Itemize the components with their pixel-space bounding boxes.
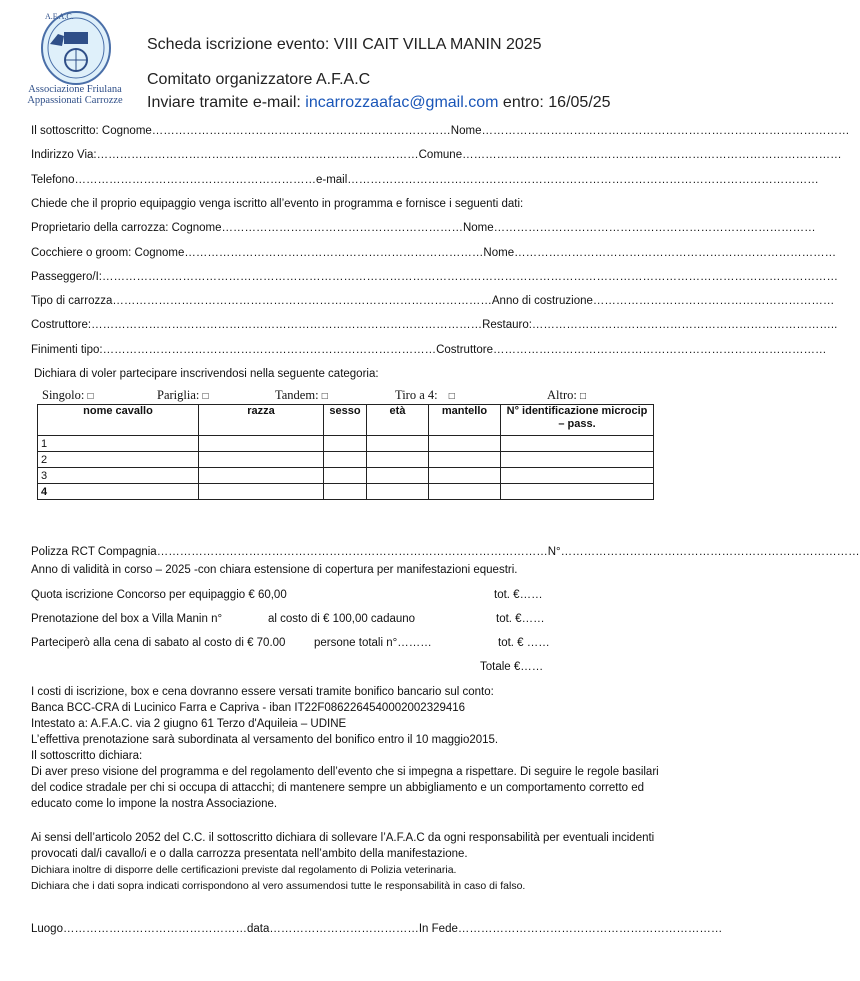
payment-holder: Intestato a: A.F.A.C. via 2 giugno 61 Terzo d'Aquileia – UDINE bbox=[31, 718, 347, 730]
tipo-carrozza-line[interactable]: Tipo di carrozza………………………………………………………………………………………Anno di costruzione……………………………………………………… bbox=[31, 295, 835, 307]
table-cell[interactable] bbox=[367, 468, 429, 484]
cena-label: Parteciperò alla cena di sabato al costo di € 70.00 bbox=[31, 637, 286, 649]
column-header: sesso bbox=[324, 405, 367, 436]
table-cell[interactable] bbox=[429, 484, 501, 500]
table-cell[interactable] bbox=[199, 436, 324, 452]
table-cell[interactable] bbox=[367, 452, 429, 468]
row-number[interactable]: 1 bbox=[38, 436, 199, 452]
truth-declaration: Dichiara che i dati sopra indicati corrispondono al vero assumendosi tutte le responsabilità in caso di falso. bbox=[31, 880, 526, 892]
declaration-heading: Il sottoscritto dichiara: bbox=[31, 750, 143, 762]
cena-persone[interactable]: persone totali n°……… bbox=[314, 637, 432, 649]
logo-line-1: Associazione Friulana bbox=[28, 84, 122, 95]
table-cell[interactable] bbox=[324, 484, 367, 500]
validita-text: Anno di validità in corso – 2025 -con chiara estensione di copertura per manifestazioni equestri. bbox=[31, 564, 518, 576]
finimenti-line[interactable]: Finimenti tipo:……………………………………………………………………………Costruttore…………………………………………………………………………… bbox=[31, 344, 827, 356]
table-row bbox=[38, 468, 654, 484]
altro-label: Altro: bbox=[547, 388, 577, 402]
category-altro[interactable] bbox=[547, 388, 586, 403]
table-cell[interactable] bbox=[199, 484, 324, 500]
payment-deadline: L’effettiva prenotazione sarà subordinata al versamento del bonifico entro il 10 maggio2015. bbox=[31, 734, 499, 746]
table-cell[interactable] bbox=[199, 468, 324, 484]
table-row bbox=[38, 436, 654, 452]
cocchiere-line[interactable]: Cocchiere o groom: Cognome……………………………………………………………………Nome………………………………………………………………………… bbox=[31, 247, 837, 259]
passeggero-line[interactable]: Passeggero/I:………………………………………………………………………………………………………………………………………………………………………… bbox=[31, 271, 838, 283]
row-number[interactable]: 3 bbox=[38, 468, 199, 484]
payment-bank: Banca BCC-CRA di Lucinico Farra e Capriva - iban IT22F0862264540002002329416 bbox=[31, 702, 466, 714]
box-cost: al costo di € 100,00 cadauno bbox=[268, 613, 416, 625]
table-row bbox=[38, 484, 654, 500]
horse-table bbox=[37, 404, 654, 500]
cena-total[interactable]: tot. € …… bbox=[498, 637, 550, 649]
send-deadline: entro: 16/05/25 bbox=[498, 94, 611, 111]
costruttore-line[interactable]: Costruttore:…………………………………………………………………………………………Restauro:…………………………………………………………………….. bbox=[31, 319, 838, 331]
logo-line-2: Appassionati Carrozze bbox=[27, 95, 123, 106]
polizza-line[interactable]: Polizza RCT Compagnia…………………………………………………………………………………………N°…………………………………………………………………… bbox=[31, 546, 860, 558]
category-singolo[interactable] bbox=[42, 388, 94, 403]
categoria-text: Dichiara di voler partecipare inscrivendosi nella seguente categoria: bbox=[34, 368, 379, 380]
row-number[interactable]: 4 bbox=[38, 484, 199, 500]
checkbox-icon[interactable]: □ bbox=[87, 391, 94, 402]
logo-text bbox=[15, 84, 135, 106]
send-prefix: Inviare tramite e-mail: bbox=[147, 94, 306, 111]
table-cell[interactable] bbox=[501, 452, 654, 468]
email-link[interactable]: incarrozzaafac@gmail.com bbox=[305, 94, 499, 111]
logo-abbreviation: A.F.A.C. bbox=[45, 12, 74, 21]
table-cell[interactable] bbox=[501, 436, 654, 452]
category-pariglia[interactable] bbox=[157, 388, 209, 403]
column-header: mantello bbox=[429, 405, 501, 436]
grand-total[interactable]: Totale €…… bbox=[480, 661, 544, 673]
table-cell[interactable] bbox=[324, 452, 367, 468]
category-tiro[interactable] bbox=[395, 388, 455, 403]
table-header-row bbox=[38, 405, 654, 436]
proprietario-line[interactable]: Proprietario della carrozza: Cognome………………………………………………………Nome………………………………………………………………………… bbox=[31, 222, 816, 234]
column-header: razza bbox=[199, 405, 324, 436]
table-cell[interactable] bbox=[324, 436, 367, 452]
telefono-line[interactable]: Telefono………………………………………………………e-mail…………………………………………………………………………………………………………… bbox=[31, 174, 819, 186]
sottoscritto-line[interactable]: Il sottoscritto: Cognome……………………………………………………………………Nome…………………………………………………………………………………… bbox=[31, 125, 850, 137]
veterinary-text: Dichiara inoltre di disporre delle certificazioni previste dal regolamento di Polizia veterinaria. bbox=[31, 864, 457, 876]
checkbox-icon[interactable]: □ bbox=[579, 391, 587, 402]
quota-total[interactable]: tot. €…… bbox=[494, 589, 543, 601]
checkbox-icon[interactable]: □ bbox=[448, 391, 455, 402]
quota-label: Quota iscrizione Concorso per equipaggio € 60,00 bbox=[31, 589, 287, 601]
category-tandem[interactable] bbox=[275, 388, 328, 403]
form-title: Scheda iscrizione evento: VIII CAIT VILLA MANIN 2025 bbox=[147, 36, 542, 53]
table-cell[interactable] bbox=[501, 484, 654, 500]
indirizzo-line[interactable]: Indirizzo Via:…………………………………………………………………………Comune……………………………………………………………………………………… bbox=[31, 149, 842, 161]
table-cell[interactable] bbox=[324, 468, 367, 484]
table-cell[interactable] bbox=[367, 484, 429, 500]
payment-block bbox=[31, 684, 661, 812]
liability-text: Ai sensi dell’articolo 2052 del C.C. il sottoscritto dichiara di sollevare l’A.F.A.C da ogni responsabilità per eventuali incidenti provocati dal/i cavallo/i e o dalla carrozza presentata nell’ambito della manifestazione. bbox=[31, 832, 655, 860]
tandem-label: Tandem: bbox=[275, 388, 319, 402]
checkbox-icon[interactable]: □ bbox=[321, 391, 328, 402]
table-cell[interactable] bbox=[429, 452, 501, 468]
table-cell[interactable] bbox=[501, 468, 654, 484]
table-row bbox=[38, 452, 654, 468]
chiede-text: Chiede che il proprio equipaggio venga iscritto all’evento in programma e fornisce i seguenti dati: bbox=[31, 198, 524, 210]
column-header: età bbox=[367, 405, 429, 436]
singolo-label: Singolo: bbox=[42, 388, 85, 402]
pariglia-label: Pariglia: bbox=[157, 388, 200, 402]
table-cell[interactable] bbox=[367, 436, 429, 452]
liability-block bbox=[31, 830, 661, 894]
send-instruction bbox=[147, 94, 611, 112]
committee: Comitato organizzatore A.F.A.C bbox=[147, 71, 371, 88]
payment-line-1: I costi di iscrizione, box e cena dovranno essere versati tramite bonifico bancario sul conto: bbox=[31, 686, 494, 698]
column-header: N° identificazione microcip – pass. bbox=[501, 405, 654, 436]
box-total[interactable]: tot. €…… bbox=[496, 613, 545, 625]
tiro-label: Tiro a 4: bbox=[395, 388, 438, 402]
table-cell[interactable] bbox=[429, 436, 501, 452]
row-number[interactable]: 2 bbox=[38, 452, 199, 468]
declaration-text: Di aver preso visione del programma e del regolamento dell’evento che si impegna a rispettare. Di seguire le regole basilari del codice stradale per chi si occupa di attacchi; di mantenere sempre un abbigliamento e un comportamento corretto ed educato come lo impone la nostra Associazione. bbox=[31, 766, 659, 810]
table-cell[interactable] bbox=[429, 468, 501, 484]
column-header: nome cavallo bbox=[38, 405, 199, 436]
checkbox-icon[interactable]: □ bbox=[202, 391, 209, 402]
signature-line[interactable]: Luogo…………………………………………data…………………………………In Fede…………………………………………………………… bbox=[31, 923, 723, 935]
table-cell[interactable] bbox=[199, 452, 324, 468]
box-label[interactable]: Prenotazione del box a Villa Manin n° bbox=[31, 613, 223, 625]
